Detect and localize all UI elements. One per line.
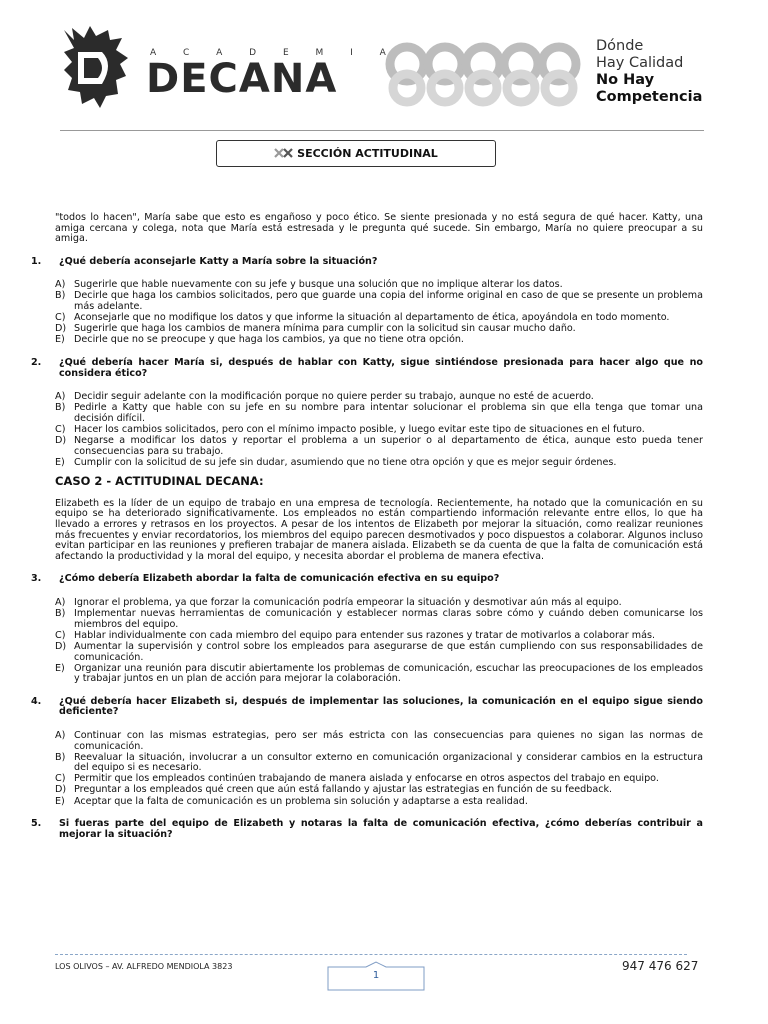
option-letter: D): [55, 784, 67, 796]
answer-option: [55, 403, 703, 424]
answer-option: [55, 436, 703, 457]
option-text: Permitir que los empleados continúen trabajando de manera aislada y enfocarse en otros aspectos del trabajo en equipo.: [74, 773, 659, 785]
option-text: Organizar una reunión para discutir abiertamente los problemas de comunicación, escuchar las preocupaciones de los empleados y trabajar juntos en un plan de acción para mejorar la colaboración.: [74, 662, 703, 685]
option-letter: C): [55, 629, 66, 641]
question: [31, 695, 703, 718]
option-list: [55, 392, 703, 468]
question-number: 1.: [31, 255, 42, 267]
option-letter: B): [55, 608, 66, 620]
question-number: 2.: [31, 356, 42, 368]
option-text: Decidir seguir adelante con la modificación porque no quiere perder su trabajo, aunque no esté de acuerdo.: [74, 391, 594, 403]
question-text: ¿Qué debería aconsejarle Katty a María sobre la situación?: [59, 255, 378, 267]
option-text: Sugerirle que hable nuevamente con su jefe y busque una solución que no implique alterar los datos.: [74, 279, 563, 291]
option-text: Aumentar la supervisión y control sobre los empleados para asegurarse de que están cumpliendo con sus responsabilidades de comunicación.: [74, 640, 703, 663]
option-list: [55, 731, 703, 807]
decana-wolf-logo: [60, 24, 132, 110]
option-text: Cumplir con la solicitud de su jefe sin dudar, asumiendo que no tiene otra opción y que es mejor seguir órdenes.: [74, 456, 617, 468]
question-text: ¿Qué debería hacer Elizabeth si, después de implementar las soluciones, la comunicación en el equipo sigue siendo deficiente?: [59, 695, 703, 718]
option-text: Decirle que haga los cambios solicitados, pero que guarde una copia del informe original en caso de que se presente un problema más adelante.: [74, 290, 703, 313]
slogan-line-2: Hay Calidad: [596, 55, 684, 71]
slogan-line-1: Dónde: [596, 38, 644, 54]
option-text: Hablar individualmente con cada miembro del equipo para entender sus razones y tratar de motivarlos a colaborar más.: [74, 629, 656, 641]
option-letter: A): [55, 597, 66, 609]
option-text: Pedirle a Katty que hable con su jefe en su nombre para intentar solucionar el problema sin que ella tenga que tomar una decisión difícil.: [74, 402, 703, 424]
answer-option: [55, 425, 703, 436]
question-number: 4.: [31, 695, 42, 707]
question: [31, 573, 703, 585]
option-text: Sugerirle que haga los cambios de manera mínima para cumplir con la solicitud sin causar mucho daño.: [74, 323, 576, 335]
option-letter: C): [55, 423, 66, 435]
slogan: [596, 38, 702, 106]
option-letter: D): [55, 640, 67, 652]
section-x-icon: [274, 148, 294, 158]
option-letter: E): [55, 795, 65, 807]
answer-option: [55, 631, 703, 642]
option-letter: D): [55, 435, 67, 446]
document-body: [31, 212, 703, 840]
option-letter: A): [55, 279, 66, 291]
question-text: ¿Qué debería hacer María si, después de hablar con Katty, sigue sintiéndose presionada para hacer algo que no considera ético?: [59, 356, 703, 379]
option-letter: B): [55, 751, 66, 763]
option-letter: C): [55, 773, 66, 785]
answer-option: [55, 609, 703, 630]
option-text: Implementar nuevas herramientas de comunicación y establecer normas claras sobre cómo y cuándo deben comunicarse los miembros del equipo.: [74, 608, 703, 630]
questions-block-b: [31, 573, 703, 840]
option-letter: E): [55, 662, 65, 674]
answer-option: [55, 731, 703, 752]
question-text: ¿Cómo debería Elizabeth abordar la falta de comunicación efectiva en su equipo?: [59, 573, 500, 585]
option-text: Continuar con las mismas estrategias, pero ser más estricta con las consecuencias para quienes no sigan las normas de comunicación.: [74, 729, 703, 752]
answer-option: [55, 753, 703, 774]
option-text: Hacer los cambios solicitados, pero con el mínimo impacto posible, y luego evitar este tipo de situaciones en el futuro.: [74, 423, 645, 435]
answer-option: [55, 785, 703, 796]
answer-option: [55, 642, 703, 663]
option-text: Aconsejarle que no modifique los datos y que informe la situación al departamento de ética, apoyándola en todo momento.: [74, 312, 670, 324]
option-text: Aceptar que la falta de comunicación es un problema sin solución y adaptarse a esta realidad.: [74, 795, 528, 807]
brand-subtitle: A C A D E M I A: [150, 48, 398, 58]
rings-graphic: [385, 40, 585, 108]
option-list: [55, 280, 703, 346]
page-number: 1: [372, 970, 380, 981]
question: [31, 255, 703, 268]
footer-phone: 947 476 627: [622, 959, 699, 973]
answer-option: [55, 392, 703, 403]
option-letter: C): [55, 312, 66, 324]
option-letter: E): [55, 334, 65, 346]
section-title: SECCIÓN ACTITUDINAL: [297, 147, 438, 160]
footer-divider: [55, 954, 687, 955]
brand-title: DECANA: [146, 56, 338, 102]
footer-address: LOS OLIVOS – AV. ALFREDO MENDIOLA 3823: [55, 962, 233, 971]
option-text: Ignorar el problema, ya que forzar la comunicación podría empeorar la situación y desmotivar aún más al equipo.: [74, 597, 622, 609]
answer-option: [55, 280, 703, 291]
section-heading-box: [216, 140, 496, 167]
answer-option: [55, 664, 703, 685]
option-text: Preguntar a los empleados qué creen que aún está fallando y ajustar las estrategias en función de su feedback.: [74, 784, 613, 796]
answer-option: [55, 797, 703, 808]
option-letter: B): [55, 402, 66, 414]
option-text: Negarse a modificar los datos y reportar el problema a un superior o al departamento de ética, aunque esto pueda tener consecuencias para su trabajo.: [74, 435, 703, 457]
answer-option: [55, 458, 703, 469]
question-number: 3.: [31, 573, 42, 585]
question: [31, 356, 703, 379]
option-text: Reevaluar la situación, involucrar a un consultor externo en comunicación organizacional y considerar cambios en la estructura del equipo si es necesario.: [74, 751, 703, 774]
answer-option: [55, 291, 703, 312]
header-divider: [60, 130, 704, 131]
questions-block-a: [31, 255, 703, 469]
option-letter: A): [55, 729, 66, 741]
question-text: Si fueras parte del equipo de Elizabeth y notaras la falta de comunicación efectiva, ¿cómo deberías contribuir a mejorar la situación?: [59, 818, 703, 840]
option-letter: B): [55, 290, 66, 302]
option-letter: E): [55, 456, 65, 468]
answer-option: [55, 335, 703, 346]
question: [31, 818, 703, 840]
slogan-line-4: Competencia: [596, 89, 703, 105]
option-text: Decirle que no se preocupe y que haga los cambios, ya que no tiene otra opción.: [74, 334, 464, 346]
option-letter: D): [55, 323, 67, 335]
slogan-line-3: No Hay: [596, 72, 655, 88]
case-title: CASO 2 - ACTITUDINAL DECANA:: [55, 474, 264, 489]
case-paragraph: Elizabeth es la líder de un equipo de trabajo en una empresa de tecnología. Recientemente, ha notado que la comunicación en su equipo se ha deteriorado significativamente. Los empleados no están compartiendo información relevante entre ellos, lo que ha llevado a errores y retrasos en los proyectos. A pesar de los intentos de Elizabeth por mejorar la situación, como realizar reuniones más frecuentes y enviar recordatorios, los miembros del equipo parecen desmotivados y poco dispuestos a colaborar. Algunos incluso evitan participar en las reuniones y prefieren trabajar de manera aislada. Elizabeth se da cuenta de que la falta de comunicación está afectando la productividad y la moral del equipo, y necesita abordar el problema de manera efectiva.: [55, 497, 703, 562]
intro-paragraph: "todos lo hacen", María sabe que esto es engañoso y poco ético. Se siente presionada y no está segura de qué hacer. Katty, una amiga cercana y colega, nota que María está estresada y le pregunta qué sucede. Sin embargo, María no quiere preocupar a su amiga.: [55, 212, 703, 245]
question-number: 5.: [31, 818, 42, 830]
option-letter: A): [55, 391, 66, 403]
option-list: [55, 598, 703, 685]
